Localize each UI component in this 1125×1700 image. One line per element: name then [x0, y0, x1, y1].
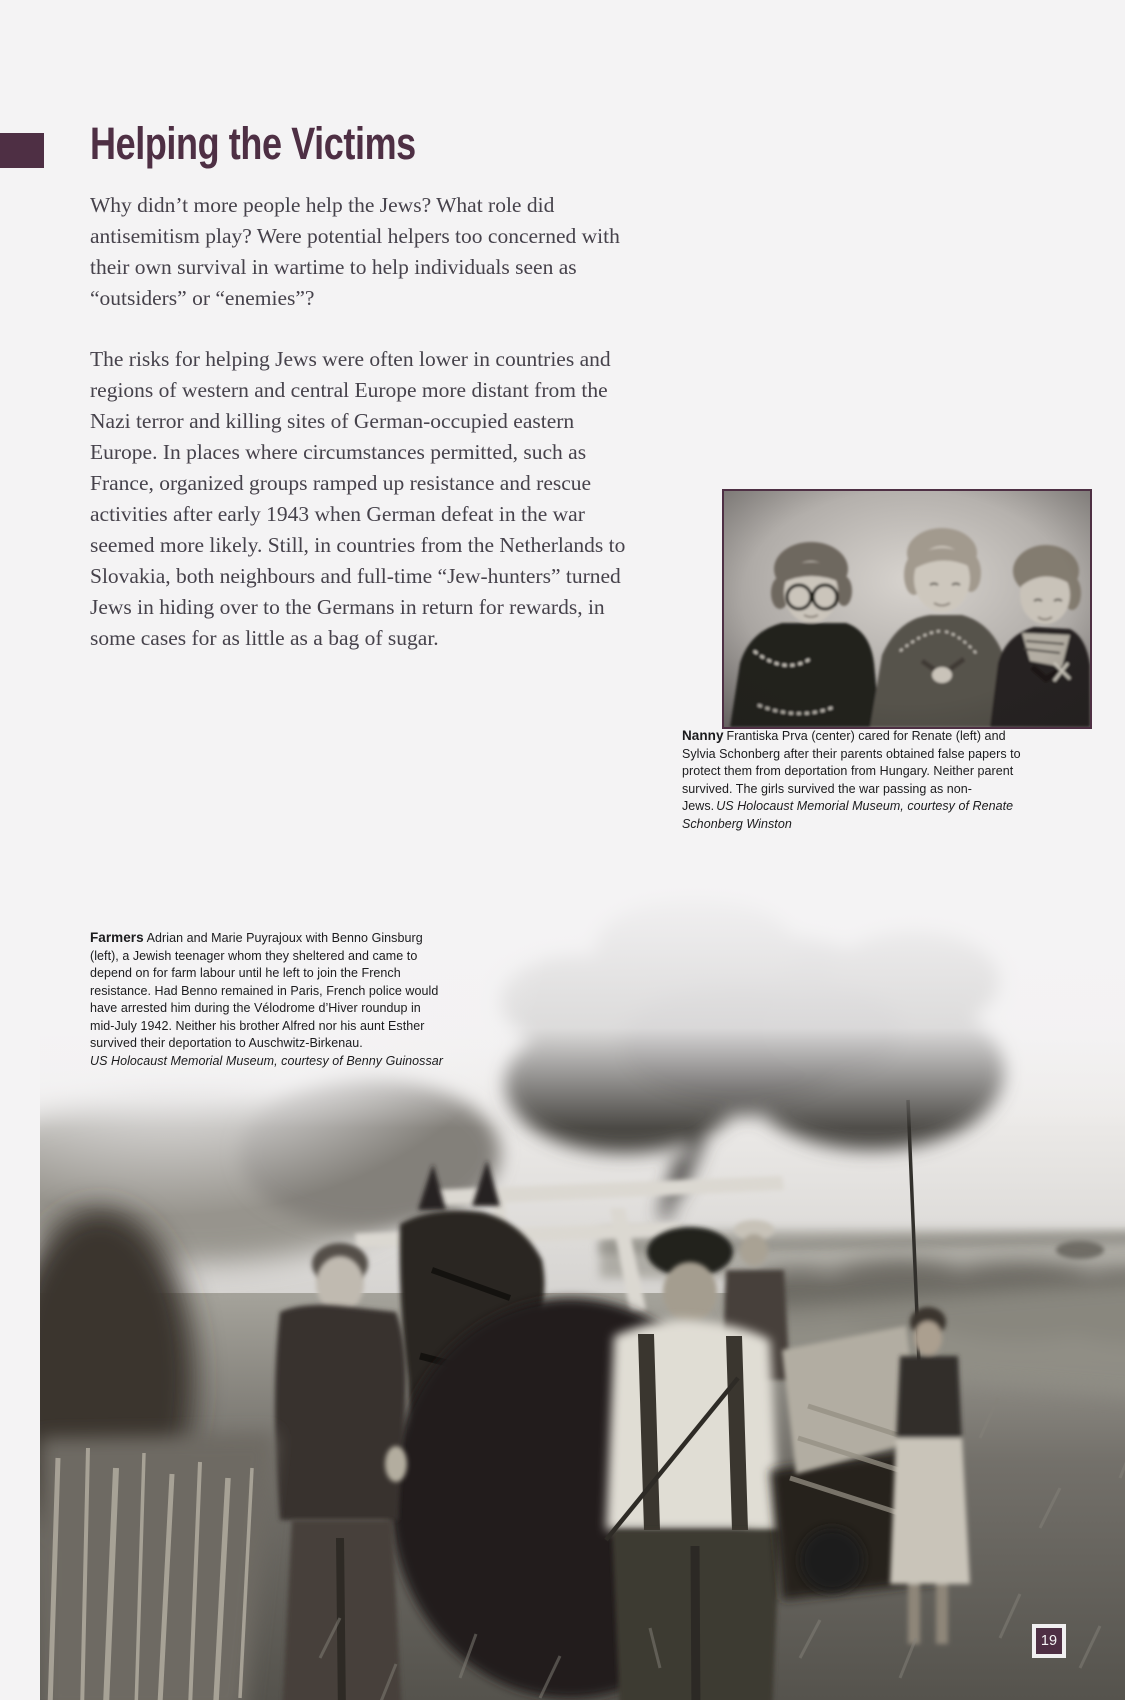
nanny-portrait-photo [722, 489, 1092, 729]
section-marker-block [0, 133, 44, 168]
body-paragraph: The risks for helping Jews were often lower in countries and regions of western and central Europe more distant from the Nazi terror and killing sites of German-occupied eastern Europe. In places where circumstances permitted, such as France, organized groups ramped up resistance and rescue activities after early 1943 when German defeat in the war seemed more likely. Still, in countries from the Netherlands to Slovakia, both neighbours and full-time “Jew-hunters” turned Jews in hiding over to the Germans in return for rewards, in some cases for as little as a bag of sugar. [90, 347, 626, 650]
nanny-portrait-illustration [724, 491, 1090, 727]
nanny-caption-credit: US Holocaust Memorial Museum, courtesy of Renate Schonberg Winston [682, 799, 1014, 831]
nanny-caption-text: Frantiska Prva (center) cared for Renate (left) and Sylvia Schonberg after their parents obtained false papers to protect them from deportation from Hungary. Neither parent survived. The girls survived the war passing as non-Jews. [682, 729, 1021, 813]
nanny-caption-lead: Nanny [682, 728, 724, 743]
farmers-caption-credit: US Holocaust Memorial Museum, courtesy of Benny Guinossar [90, 1053, 443, 1068]
page-number-badge [1032, 1624, 1066, 1658]
nanny-caption [682, 727, 1022, 833]
farmers-caption-text: Adrian and Marie Puyrajoux with Benno Ginsburg (left), a Jewish teenager whom they sheltered and came to depend on for farm labour until he left to join the French resistance. Had Benno remained in Paris, French police would have arrested him during the Vélodrome d’Hiver roundup in mid-July 1942. Neither his brother Alfred nor his aunt Esther survived their deportation to Auschwitz-Birkenau. [90, 931, 439, 1050]
farmers-caption [90, 929, 446, 1070]
page-title: Helping the Victims [90, 118, 416, 169]
farmers-caption-lead: Farmers [90, 930, 144, 945]
intro-paragraph: Why didn’t more people help the Jews? What role did antisemitism play? Were potential helpers too concerned with their own survival in wartime to help individuals seen as “outsiders” or “enemies”? [90, 193, 620, 310]
page-number: 19 [1040, 1633, 1058, 1649]
